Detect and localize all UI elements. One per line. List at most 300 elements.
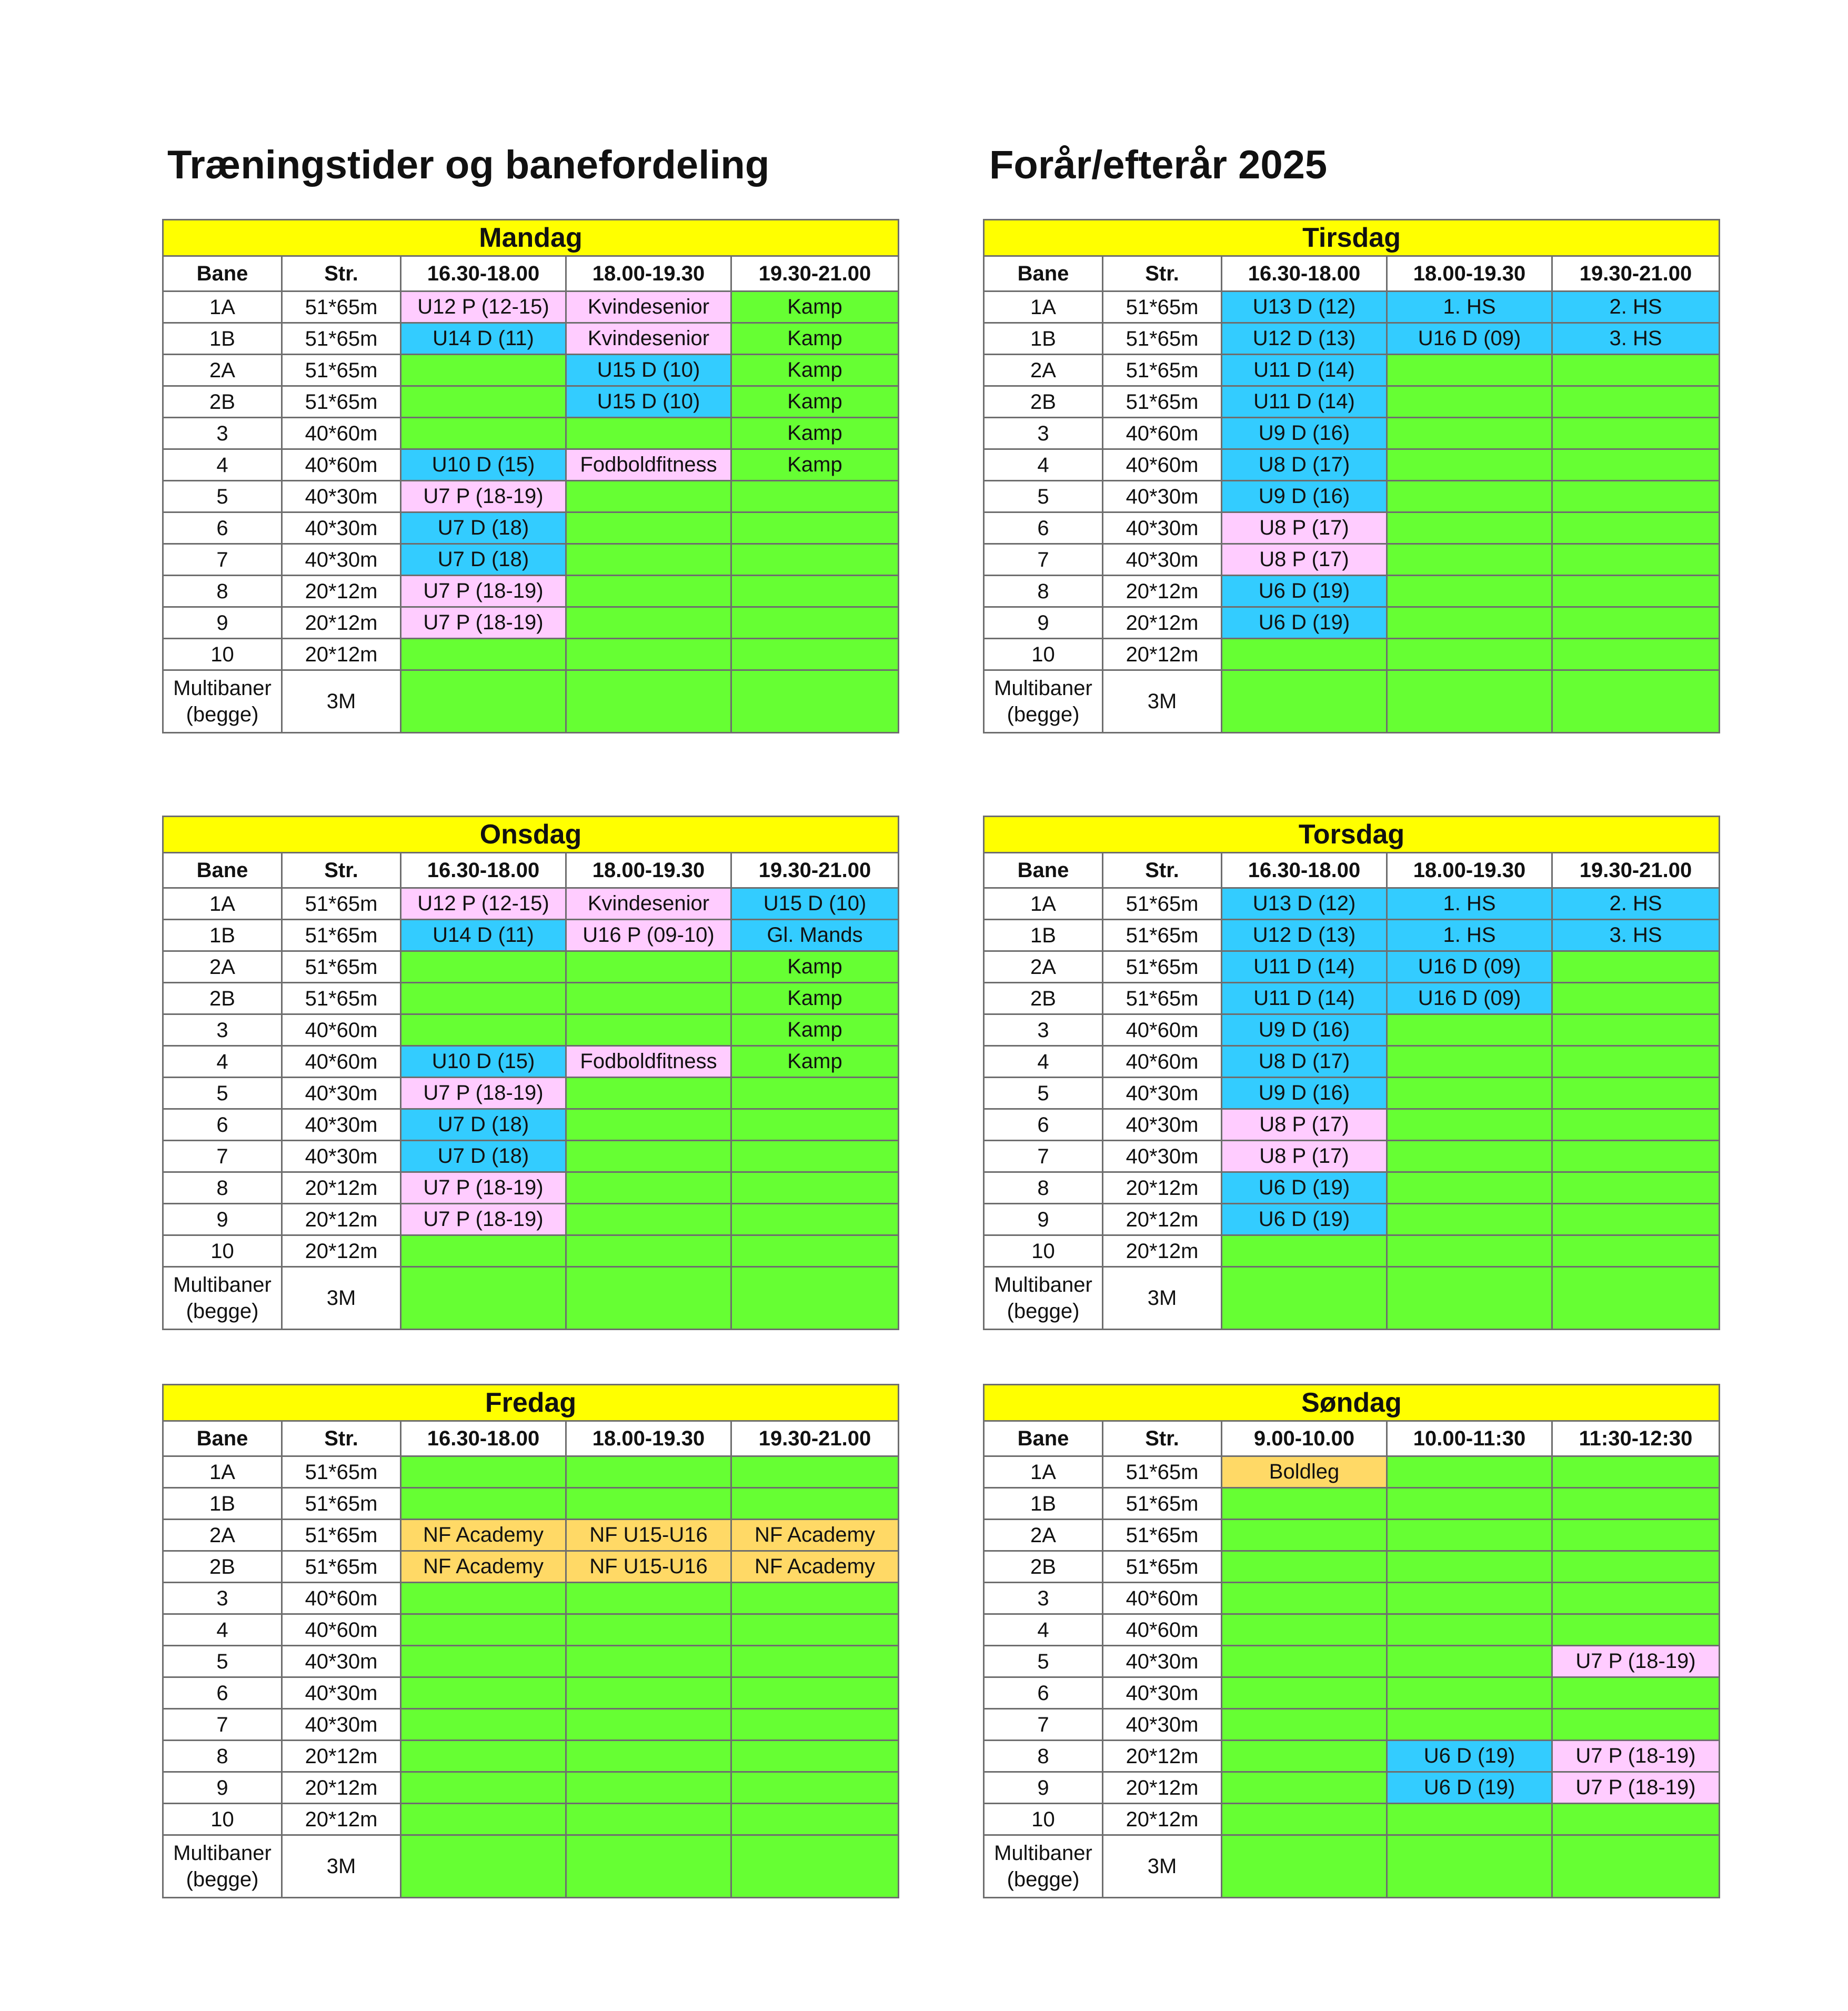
schedule-sondag xyxy=(983,1384,1720,1898)
court-label: 9 xyxy=(163,607,282,639)
day-title: Mandag xyxy=(163,220,899,256)
day-title: Onsdag xyxy=(163,817,899,853)
col-header-time: 16.30-18.00 xyxy=(1222,853,1387,888)
court-label: 5 xyxy=(163,1646,282,1677)
court-size: 40*60m xyxy=(1103,1614,1222,1646)
court-size: 51*65m xyxy=(282,1551,401,1583)
table-row xyxy=(984,1172,1720,1204)
court-size: 51*65m xyxy=(282,386,401,418)
slot-cell xyxy=(566,481,731,512)
day-title: Torsdag xyxy=(984,817,1720,853)
col-header-time: 16.30-18.00 xyxy=(401,256,566,291)
slot-cell: U7 P (18-19) xyxy=(401,481,566,512)
slot-cell xyxy=(1222,1709,1387,1741)
court-label: 1B xyxy=(163,920,282,951)
table-row xyxy=(984,1456,1720,1488)
slot-cell xyxy=(566,607,731,639)
col-header-court: Bane xyxy=(984,1421,1103,1456)
day-header-row xyxy=(984,1385,1720,1421)
slot-cell xyxy=(1387,670,1552,733)
court-size: 20*12m xyxy=(1103,1172,1222,1204)
table-row xyxy=(163,1014,899,1046)
slot-cell: U6 D (19) xyxy=(1222,1204,1387,1235)
day-header-row xyxy=(984,220,1720,256)
slot-cell xyxy=(731,1267,899,1330)
court-label: 1A xyxy=(163,1456,282,1488)
table-row xyxy=(163,291,899,323)
court-label: 4 xyxy=(984,1614,1103,1646)
court-label: 2B xyxy=(984,386,1103,418)
slot-cell: U7 D (18) xyxy=(401,1141,566,1172)
slot-cell xyxy=(731,1804,899,1835)
slot-cell: U6 D (19) xyxy=(1222,576,1387,607)
slot-cell: NF Academy xyxy=(731,1551,899,1583)
court-label: 6 xyxy=(984,512,1103,544)
day-title: Fredag xyxy=(163,1385,899,1421)
court-label: 6 xyxy=(984,1109,1103,1141)
slot-cell: Kvindesenior xyxy=(566,291,731,323)
court-size: 20*12m xyxy=(1103,1235,1222,1267)
court-label xyxy=(984,1835,1103,1898)
court-label: 8 xyxy=(984,576,1103,607)
col-header-time: 19.30-21.00 xyxy=(731,256,899,291)
table-row xyxy=(163,1709,899,1741)
slot-cell xyxy=(1222,1804,1387,1835)
slot-cell: U16 P (09-10) xyxy=(566,920,731,951)
slot-cell: U11 D (14) xyxy=(1222,355,1387,386)
table-row xyxy=(163,920,899,951)
table-row xyxy=(984,1804,1720,1835)
table-row xyxy=(163,639,899,670)
slot-cell: U14 D (11) xyxy=(401,323,566,355)
court-label: 5 xyxy=(984,1646,1103,1677)
slot-cell xyxy=(731,1456,899,1488)
court-label: 9 xyxy=(163,1204,282,1235)
court-size: 20*12m xyxy=(282,607,401,639)
slot-cell xyxy=(1222,1772,1387,1804)
slot-cell: 3. HS xyxy=(1552,920,1720,951)
court-size: 40*30m xyxy=(1103,512,1222,544)
slot-cell: U9 D (16) xyxy=(1222,481,1387,512)
slot-cell xyxy=(1222,1520,1387,1551)
slot-cell xyxy=(1387,607,1552,639)
col-header-time: 11:30-12:30 xyxy=(1552,1421,1720,1456)
court-size: 40*60m xyxy=(282,1046,401,1078)
court-label: 10 xyxy=(984,639,1103,670)
court-label-line: Multibaner xyxy=(173,1842,272,1865)
court-label-line: Multibaner xyxy=(994,1842,1092,1865)
court-size: 20*12m xyxy=(282,1235,401,1267)
slot-cell: U12 D (13) xyxy=(1222,323,1387,355)
court-label: 1B xyxy=(163,323,282,355)
slot-cell xyxy=(1552,449,1720,481)
slot-cell: U16 D (09) xyxy=(1387,951,1552,983)
table-row xyxy=(163,1456,899,1488)
table-row xyxy=(163,512,899,544)
slot-cell xyxy=(401,670,566,733)
slot-cell xyxy=(1387,1267,1552,1330)
slot-cell: Kamp xyxy=(731,291,899,323)
court-label: 1A xyxy=(984,888,1103,920)
slot-cell xyxy=(401,1677,566,1709)
slot-cell xyxy=(1387,481,1552,512)
slot-cell xyxy=(1552,481,1720,512)
slot-cell xyxy=(566,1204,731,1235)
col-header-size: Str. xyxy=(282,853,401,888)
court-size: 51*65m xyxy=(282,1520,401,1551)
slot-cell xyxy=(731,1141,899,1172)
court-label: 4 xyxy=(163,1614,282,1646)
slot-cell xyxy=(1222,1614,1387,1646)
table-row xyxy=(984,1488,1720,1520)
slot-cell xyxy=(401,1456,566,1488)
slot-cell xyxy=(731,1835,899,1898)
court-label: 1B xyxy=(984,1488,1103,1520)
table-row xyxy=(984,1709,1720,1741)
slot-cell xyxy=(566,639,731,670)
slot-cell xyxy=(1387,418,1552,449)
court-size: 40*60m xyxy=(1103,418,1222,449)
court-label: 5 xyxy=(163,481,282,512)
slot-cell xyxy=(566,1709,731,1741)
court-label: 3 xyxy=(984,1014,1103,1046)
court-label xyxy=(984,670,1103,733)
court-label-line: (begge) xyxy=(186,1868,259,1891)
court-size: 51*65m xyxy=(1103,323,1222,355)
court-size: 51*65m xyxy=(1103,386,1222,418)
court-size: 20*12m xyxy=(282,1204,401,1235)
court-label: 9 xyxy=(984,1204,1103,1235)
slot-cell: U15 D (10) xyxy=(731,888,899,920)
slot-cell xyxy=(1387,1235,1552,1267)
court-size: 20*12m xyxy=(282,1772,401,1804)
slot-cell xyxy=(1552,1709,1720,1741)
slot-cell: U7 P (18-19) xyxy=(1552,1772,1720,1804)
slot-cell: U15 D (10) xyxy=(566,386,731,418)
slot-cell xyxy=(731,1614,899,1646)
court-label: 2B xyxy=(163,983,282,1014)
slot-cell xyxy=(1387,1646,1552,1677)
slot-cell: 1. HS xyxy=(1387,888,1552,920)
slot-cell: U10 D (15) xyxy=(401,449,566,481)
slot-cell: U8 P (17) xyxy=(1222,1141,1387,1172)
slot-cell xyxy=(401,639,566,670)
table-row xyxy=(163,544,899,576)
column-header-row xyxy=(984,1421,1720,1456)
court-label: 1B xyxy=(984,920,1103,951)
court-size: 51*65m xyxy=(1103,1551,1222,1583)
table-row xyxy=(984,1741,1720,1772)
court-size: 40*30m xyxy=(1103,1677,1222,1709)
col-header-size: Str. xyxy=(1103,1421,1222,1456)
slot-cell xyxy=(566,1078,731,1109)
slot-cell xyxy=(1387,1456,1552,1488)
slot-cell: NF Academy xyxy=(731,1520,899,1551)
court-label: 7 xyxy=(163,544,282,576)
court-size: 40*30m xyxy=(282,1677,401,1709)
court-label: 5 xyxy=(163,1078,282,1109)
court-label xyxy=(984,1267,1103,1330)
slot-cell xyxy=(1552,1172,1720,1204)
table-row xyxy=(163,1109,899,1141)
slot-cell xyxy=(731,1078,899,1109)
slot-cell xyxy=(1387,1709,1552,1741)
slot-cell: 1. HS xyxy=(1387,920,1552,951)
court-size: 40*30m xyxy=(1103,1109,1222,1141)
table-row xyxy=(163,1204,899,1235)
slot-cell xyxy=(1387,1141,1552,1172)
court-size: 51*65m xyxy=(282,1488,401,1520)
table-row xyxy=(984,639,1720,670)
slot-cell xyxy=(731,1488,899,1520)
slot-cell xyxy=(1552,1456,1720,1488)
court-label: 5 xyxy=(984,1078,1103,1109)
column-header-row xyxy=(163,853,899,888)
col-header-time: 18.00-19.30 xyxy=(566,1421,731,1456)
slot-cell xyxy=(401,418,566,449)
slot-cell xyxy=(1552,418,1720,449)
court-size: 20*12m xyxy=(1103,1772,1222,1804)
slot-cell: Kamp xyxy=(731,323,899,355)
col-header-time: 18.00-19.30 xyxy=(1387,853,1552,888)
court-label: 2B xyxy=(163,386,282,418)
table-row xyxy=(163,1172,899,1204)
table-row xyxy=(984,1046,1720,1078)
col-header-size: Str. xyxy=(282,1421,401,1456)
table-row xyxy=(163,951,899,983)
slot-cell xyxy=(1387,576,1552,607)
court-label: 6 xyxy=(984,1677,1103,1709)
col-header-time: 19.30-21.00 xyxy=(1552,853,1720,888)
schedule-onsdag xyxy=(162,816,899,1330)
slot-cell xyxy=(1552,1046,1720,1078)
table-row xyxy=(984,1835,1720,1898)
slot-cell xyxy=(1552,1583,1720,1614)
table-row xyxy=(163,1046,899,1078)
slot-cell: NF U15-U16 xyxy=(566,1520,731,1551)
court-label: 1B xyxy=(163,1488,282,1520)
slot-cell xyxy=(1387,1172,1552,1204)
slot-cell xyxy=(731,1235,899,1267)
col-header-time: 16.30-18.00 xyxy=(401,1421,566,1456)
court-label: 10 xyxy=(984,1804,1103,1835)
col-header-size: Str. xyxy=(1103,256,1222,291)
court-label: 9 xyxy=(163,1772,282,1804)
court-label: 6 xyxy=(163,1677,282,1709)
slot-cell: U7 P (18-19) xyxy=(1552,1646,1720,1677)
slot-cell: U9 D (16) xyxy=(1222,418,1387,449)
slot-cell: U6 D (19) xyxy=(1387,1772,1552,1804)
slot-cell: U11 D (14) xyxy=(1222,386,1387,418)
table-row xyxy=(163,576,899,607)
slot-cell xyxy=(401,1583,566,1614)
court-size: 51*65m xyxy=(282,1456,401,1488)
slot-cell xyxy=(566,1456,731,1488)
slot-cell xyxy=(1552,1204,1720,1235)
slot-cell xyxy=(566,1267,731,1330)
court-size: 3M xyxy=(282,1267,401,1330)
court-label: 1A xyxy=(984,1456,1103,1488)
table-row xyxy=(163,481,899,512)
court-size: 40*60m xyxy=(1103,1046,1222,1078)
slot-cell xyxy=(401,1014,566,1046)
slot-cell xyxy=(566,951,731,983)
court-label: 4 xyxy=(163,1046,282,1078)
slot-cell: U7 P (18-19) xyxy=(401,1204,566,1235)
slot-cell: U12 D (13) xyxy=(1222,920,1387,951)
slot-cell xyxy=(731,1772,899,1804)
slot-cell xyxy=(731,1583,899,1614)
slot-cell xyxy=(401,951,566,983)
court-size: 40*60m xyxy=(282,449,401,481)
slot-cell xyxy=(1552,607,1720,639)
slot-cell xyxy=(1387,1614,1552,1646)
table-row xyxy=(984,1772,1720,1804)
court-label: 1B xyxy=(984,323,1103,355)
slot-cell xyxy=(1387,1804,1552,1835)
slot-cell xyxy=(1552,544,1720,576)
court-size: 51*65m xyxy=(1103,291,1222,323)
court-size: 51*65m xyxy=(282,951,401,983)
court-label: 8 xyxy=(984,1741,1103,1772)
col-header-time: 10.00-11:30 xyxy=(1387,1421,1552,1456)
day-header-row xyxy=(163,1385,899,1421)
court-label: 10 xyxy=(163,639,282,670)
court-label-line: (begge) xyxy=(1007,703,1080,726)
table-row xyxy=(163,386,899,418)
slot-cell xyxy=(1387,1583,1552,1614)
court-size: 51*65m xyxy=(1103,355,1222,386)
slot-cell xyxy=(731,1109,899,1141)
slot-cell xyxy=(401,1267,566,1330)
court-size: 20*12m xyxy=(1103,576,1222,607)
slot-cell xyxy=(1222,1677,1387,1709)
court-label: 3 xyxy=(984,1583,1103,1614)
court-size: 51*65m xyxy=(1103,983,1222,1014)
slot-cell xyxy=(731,1677,899,1709)
table-row xyxy=(984,888,1720,920)
court-size: 20*12m xyxy=(282,576,401,607)
slot-cell xyxy=(1387,639,1552,670)
court-label-line: (begge) xyxy=(186,703,259,726)
slot-cell xyxy=(566,512,731,544)
day-title: Søndag xyxy=(984,1385,1720,1421)
slot-cell xyxy=(566,983,731,1014)
slot-cell: U8 P (17) xyxy=(1222,1109,1387,1141)
court-size: 40*60m xyxy=(282,418,401,449)
slot-cell xyxy=(401,1614,566,1646)
court-size: 51*65m xyxy=(282,355,401,386)
slot-cell xyxy=(566,576,731,607)
slot-cell: NF U15-U16 xyxy=(566,1551,731,1583)
slot-cell xyxy=(1387,1551,1552,1583)
slot-cell xyxy=(1552,1078,1720,1109)
slot-cell: 3. HS xyxy=(1552,323,1720,355)
slot-cell: U6 D (19) xyxy=(1222,1172,1387,1204)
slot-cell: U16 D (09) xyxy=(1387,983,1552,1014)
col-header-time: 19.30-21.00 xyxy=(731,853,899,888)
slot-cell xyxy=(401,1741,566,1772)
table-row xyxy=(163,1741,899,1772)
court-label: 2A xyxy=(163,355,282,386)
court-size: 40*30m xyxy=(282,1646,401,1677)
court-size: 51*65m xyxy=(282,323,401,355)
court-label: 10 xyxy=(163,1235,282,1267)
schedule-mandag xyxy=(162,219,899,733)
slot-cell xyxy=(566,1109,731,1141)
slot-cell xyxy=(1387,544,1552,576)
slot-cell xyxy=(1552,983,1720,1014)
court-size: 20*12m xyxy=(1103,639,1222,670)
table-row xyxy=(163,1078,899,1109)
slot-cell: U7 P (18-19) xyxy=(401,1078,566,1109)
court-size: 3M xyxy=(1103,670,1222,733)
col-header-time: 9.00-10.00 xyxy=(1222,1421,1387,1456)
column-header-row xyxy=(984,256,1720,291)
table-row xyxy=(163,323,899,355)
court-label-line: (begge) xyxy=(1007,1868,1080,1891)
court-size: 20*12m xyxy=(282,639,401,670)
slot-cell xyxy=(731,1741,899,1772)
slot-cell xyxy=(731,639,899,670)
court-label: 4 xyxy=(163,449,282,481)
court-size: 40*30m xyxy=(1103,1709,1222,1741)
court-label-line: Multibaner xyxy=(173,677,272,700)
col-header-time: 16.30-18.00 xyxy=(401,853,566,888)
day-header-row xyxy=(163,817,899,853)
court-label xyxy=(163,1835,282,1898)
court-size: 40*30m xyxy=(282,512,401,544)
slot-cell xyxy=(1552,512,1720,544)
slot-cell xyxy=(1222,1488,1387,1520)
court-label: 10 xyxy=(163,1804,282,1835)
slot-cell xyxy=(1222,670,1387,733)
table-row xyxy=(984,1583,1720,1614)
slot-cell xyxy=(1387,1046,1552,1078)
court-label: 2B xyxy=(984,983,1103,1014)
court-label: 8 xyxy=(984,1172,1103,1204)
season-title: Forår/efterår 2025 xyxy=(989,143,1328,187)
table-row xyxy=(163,418,899,449)
court-label: 2A xyxy=(163,1520,282,1551)
slot-cell xyxy=(731,607,899,639)
slot-cell xyxy=(731,481,899,512)
slot-cell xyxy=(566,1141,731,1172)
slot-cell xyxy=(731,512,899,544)
slot-cell xyxy=(1552,1614,1720,1646)
slot-cell xyxy=(401,983,566,1014)
slot-cell xyxy=(1387,1014,1552,1046)
court-label: 2A xyxy=(984,951,1103,983)
court-label: 8 xyxy=(163,576,282,607)
court-size: 51*65m xyxy=(282,983,401,1014)
court-size: 40*30m xyxy=(282,481,401,512)
slot-cell xyxy=(401,1835,566,1898)
slot-cell xyxy=(566,418,731,449)
column-header-row xyxy=(984,853,1720,888)
slot-cell xyxy=(1222,1235,1387,1267)
court-size: 20*12m xyxy=(1103,1204,1222,1235)
col-header-court: Bane xyxy=(163,1421,282,1456)
slot-cell: Kamp xyxy=(731,449,899,481)
slot-cell: U7 P (18-19) xyxy=(401,1172,566,1204)
court-size: 20*12m xyxy=(1103,1804,1222,1835)
court-size: 40*60m xyxy=(282,1614,401,1646)
slot-cell xyxy=(566,1772,731,1804)
slot-cell: U8 P (17) xyxy=(1222,544,1387,576)
slot-cell: U7 P (18-19) xyxy=(401,607,566,639)
court-label: 2A xyxy=(984,355,1103,386)
